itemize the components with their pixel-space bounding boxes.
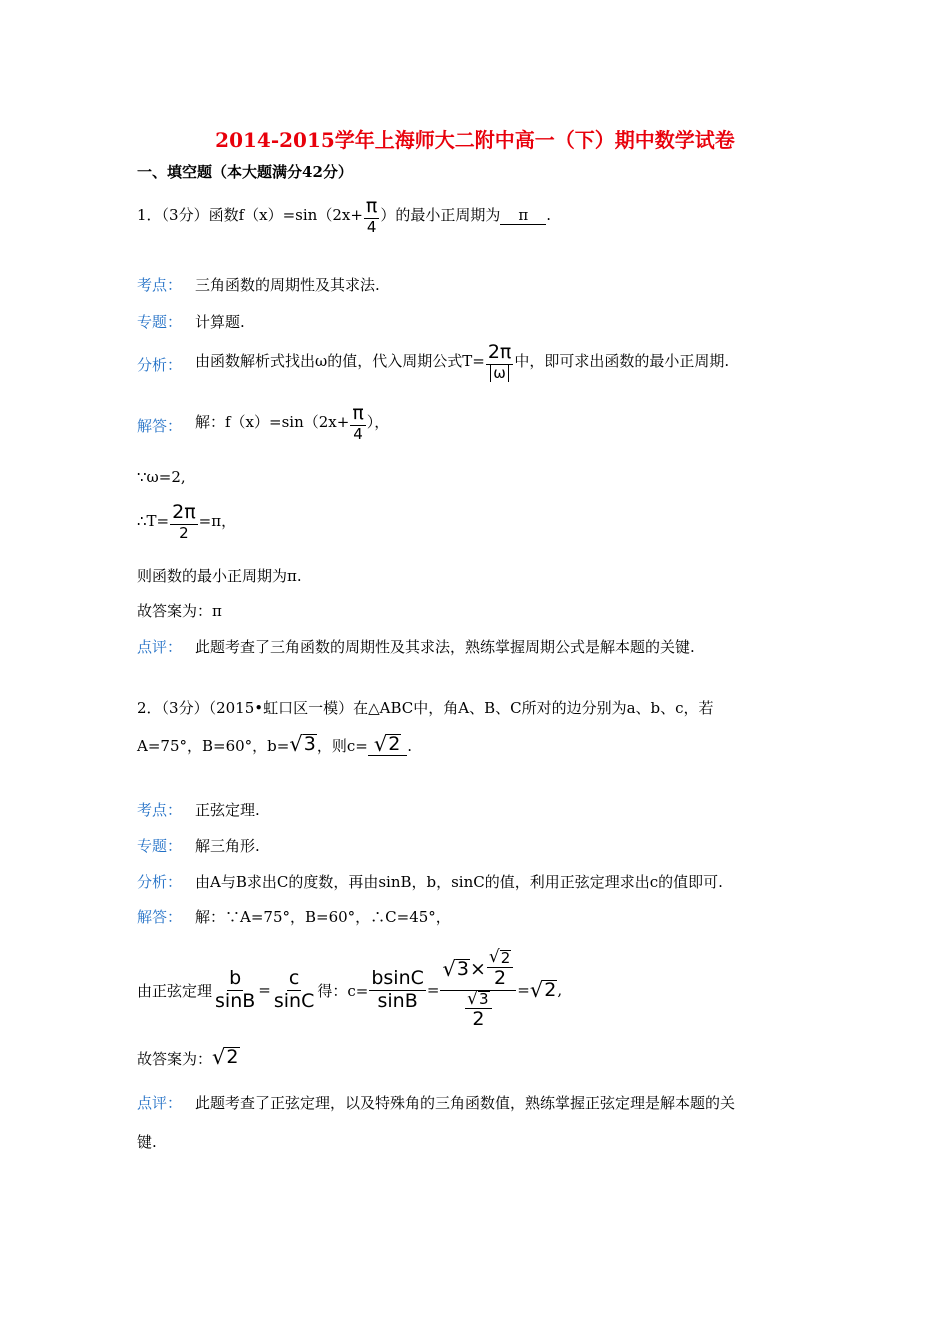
q2-answer-blank [368, 734, 407, 756]
sqrt-3: √ 3 [289, 732, 316, 756]
q2-dianping-1: 此题考查了正弦定理，以及特殊角的三角函数值，熟练掌握正弦定理是解本题的关 [195, 1094, 736, 1112]
sqrt-2: √ 2 [373, 732, 401, 756]
frac-bsinC-over-sinB: $\frac{bsinC}{\sin B}$ [371, 966, 424, 1012]
frac-c-over-sinC: $\frac{c}{\sin C}$ [273, 966, 315, 1012]
q2-zhuanti-label: 专题： [137, 837, 183, 855]
q1-conclusion: 则函数的最小正周期为π. [137, 567, 302, 585]
q1-therefore: ∴T= $\frac{2\pi}{2}$ =π， [137, 501, 237, 542]
frac-sqrt2-over-2: √ 2 2 [487, 949, 513, 989]
q1-dianping-label: 点评： [137, 638, 183, 656]
q1-stem: 1．（3分）函数f（x）=sin（2x+ $\frac{\pi}{4}$ ）的最小正周期为 π . [137, 195, 552, 236]
q2-zhuanti: 解三角形. [195, 837, 260, 855]
q2-stem-2: A=75°，B=60°，b= √ 3 ，则c= √ 2 . [137, 732, 413, 756]
q2-fenxi: 由A与B求出C的度数，再由sinB，b，sinC的值，利用正弦定理求出c的值即可. [195, 873, 723, 891]
sqrt-2: √ 2 [212, 1045, 239, 1069]
section-heading: 一、填空题（本大题满分42分） [137, 163, 353, 181]
q2-jieda: 解：∵A=75°，B=60°，∴C=45°， [195, 908, 451, 926]
q1-fenxi: 由函数解析式找出ω的值，代入周期公式T= $\frac{2\pi}{\omega}$ 中，即可求出函数的最小正周期. [195, 341, 730, 382]
sqrt-3: √ 3 [442, 956, 469, 981]
q1-kaodian: 三角函数的周期性及其求法. [195, 276, 380, 294]
q1-pi-over-4: $\frac{\pi}{4}$ [365, 195, 378, 236]
frac-sqrt3-over-2: √ 3 2 [465, 991, 491, 1031]
q2-jieda-label: 解答： [137, 908, 183, 926]
q1-dianping: 此题考查了三角函数的周期性及其求法，熟练掌握周期公式是解本题的关键. [195, 638, 695, 656]
frac-b-over-sinB: $\frac{b}{\sin B}$ [215, 966, 256, 1012]
q2-dianping-2: 键. [137, 1133, 157, 1151]
q1-zhuanti-label: 专题： [137, 313, 183, 331]
q2-kaodian: 正弦定理. [195, 801, 260, 819]
q1-fenxi-label: 分析： [137, 356, 183, 374]
q1-jieda: 解：f（x）=sin（2x+ $\frac{\pi}{4}$ ）， [195, 402, 390, 443]
q1-answer-line: 故答案为：π [137, 602, 222, 620]
sqrt-2: √ 2 [529, 977, 557, 1002]
page-title: 2014-2015学年上海师大二附中高一（下）期中数学试卷 [215, 128, 735, 152]
q2-fenxi-label: 分析： [137, 873, 183, 891]
q1-2pi-over-omega: $\frac{2\pi}{\omega}$ [487, 341, 512, 382]
sqrt-2: √ 2 [488, 947, 511, 968]
q1-2pi-over-2: $\frac{2\pi}{2}$ [172, 501, 196, 542]
q2-answer-line: 故答案为： √ 2 [137, 1045, 239, 1069]
q2-sine-law: 由正弦定理 $\frac{b}{\sin B}$ = $\frac{c}{\sin C}$ 得：c= $\frac{bsinC}{\sin B}$ = √ 3 × √ 2 2 √ 3 2 = √ 2 , [137, 947, 563, 1030]
frac-compound: √ 3 × √ 2 2 √ 3 2 [440, 949, 516, 1030]
q1-pi-over-4-b: $\frac{\pi}{4}$ [352, 402, 364, 443]
q2-kaodian-label: 考点： [137, 801, 183, 819]
q1-answer-blank: π [500, 206, 546, 225]
sqrt-3: √ 3 [467, 988, 489, 1009]
q1-zhuanti: 计算题. [195, 313, 245, 331]
q1-jieda-label: 解答： [137, 417, 183, 435]
q2-stem-1: 2．（3分）（2015•虹口区一模）在△ABC中，角A、B、C所对的边分别为a、b、c，若 [137, 699, 714, 717]
q2-dianping-label: 点评： [137, 1094, 183, 1112]
q1-because: ∵ω=2, [137, 468, 186, 486]
q1-kaodian-label: 考点： [137, 276, 183, 294]
